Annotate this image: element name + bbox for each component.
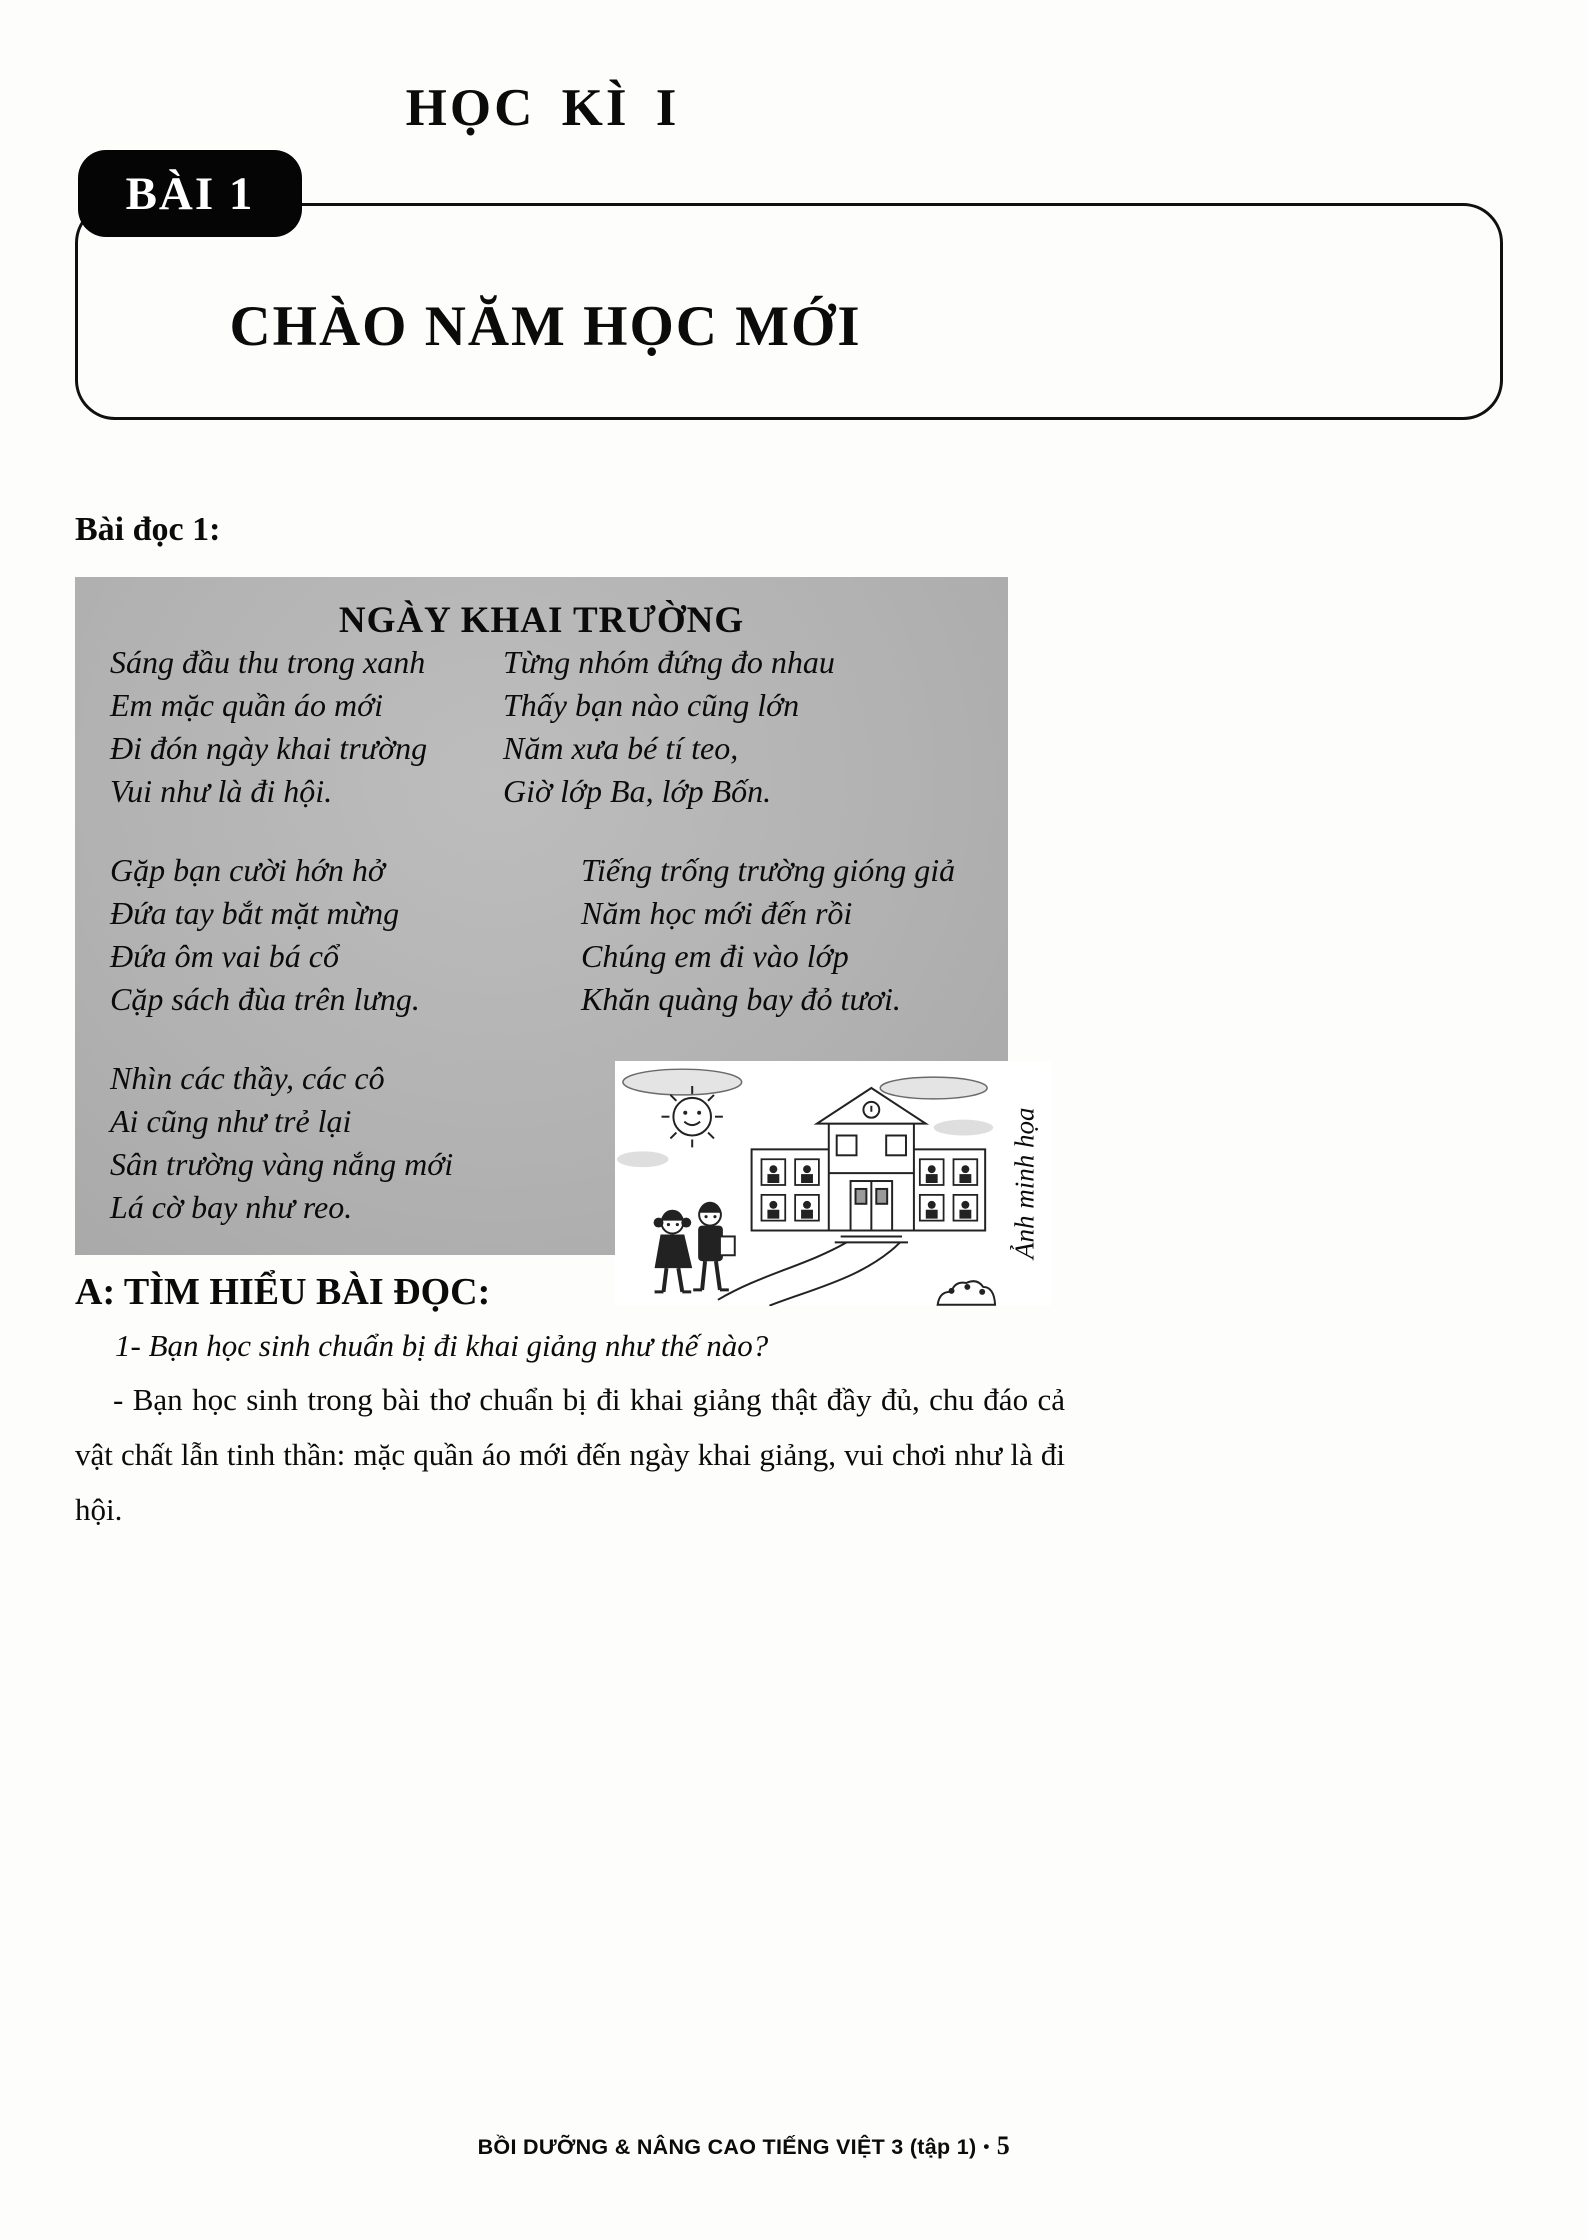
poem-line: Sáng đầu thu trong xanh xyxy=(110,644,426,680)
poem-line: Năm học mới đến rồi xyxy=(581,895,853,931)
illustration-figure xyxy=(615,1061,1051,1306)
illustration-caption: Ảnh minh họa xyxy=(1009,1107,1040,1260)
poem-left-column xyxy=(110,641,510,1265)
poem-line: Tiếng trống trường gióng giả xyxy=(581,852,956,888)
poem-panel xyxy=(75,577,1040,1260)
page-footer xyxy=(75,2131,1010,2161)
footer-page-number: 5 xyxy=(996,2131,1010,2160)
poem-line: Nhìn các thầy, các cô xyxy=(110,1060,385,1096)
poem-line: Vui như là đi hội. xyxy=(110,773,333,809)
poem-line: Khăn quàng bay đỏ tươi. xyxy=(581,981,901,1017)
lesson-badge: BÀI 1 xyxy=(78,150,302,237)
poem-right-column xyxy=(503,641,985,1091)
children-walking-icon xyxy=(654,1202,735,1292)
poem-line: Giờ lớp Ba, lớp Bốn. xyxy=(503,773,772,809)
poem-stanza xyxy=(503,849,985,1021)
bush-icon xyxy=(938,1281,995,1305)
poem-line: Em mặc quần áo mới xyxy=(110,687,384,723)
poem-line: Cặp sách đùa trên lưng. xyxy=(110,981,420,1017)
poem-line: Thấy bạn nào cũng lớn xyxy=(503,687,800,723)
lesson-title-box xyxy=(75,203,1503,420)
section-a-heading: A: TÌM HIỂU BÀI ĐỌC: xyxy=(75,1271,491,1313)
poem-stanza xyxy=(503,641,985,813)
poem-line: Năm xưa bé tí teo, xyxy=(503,730,739,766)
school-illustration xyxy=(615,1061,1001,1306)
poem-line: Lá cờ bay như reo. xyxy=(110,1189,353,1225)
poem-line: Đứa ôm vai bá cổ xyxy=(110,938,339,974)
poem-line: Sân trường vàng nắng mới xyxy=(110,1146,454,1182)
poem-line: Đi đón ngày khai trường xyxy=(110,730,428,766)
school-building-icon xyxy=(752,1088,986,1242)
poem-line: Chúng em đi vào lớp xyxy=(581,938,849,974)
poem-title: NGÀY KHAI TRƯỜNG xyxy=(338,600,745,641)
poem-stanza xyxy=(110,1057,510,1229)
reading-label: Bài đọc 1: xyxy=(75,511,221,548)
poem-line: Gặp bạn cười hớn hở xyxy=(110,852,385,888)
poem-stanza xyxy=(110,849,510,1021)
footer-separator: • xyxy=(983,2137,990,2156)
poem-line: Từng nhóm đứng đo nhau xyxy=(503,644,835,680)
path-icon xyxy=(718,1242,900,1305)
poem-line: Ai cũng như trẻ lại xyxy=(110,1103,352,1139)
poem-stanza xyxy=(110,641,510,813)
question-1: 1- Bạn học sinh chuẩn bị đi khai giảng như thế nào? xyxy=(115,1328,769,1363)
footer-book-title: BỒI DƯỠNG & NÂNG CAO TIẾNG VIỆT 3 (tập 1) xyxy=(477,2135,977,2159)
answer-1: - Bạn học sinh trong bài thơ chuẩn bị đi khai giảng thật đầy đủ, chu đáo cả vật chất lẫn tinh thần: mặc quần áo mới đến ngày khai giảng, vui chơi như là đi hội. xyxy=(75,1382,1065,1527)
lesson-title: CHÀO NĂM HỌC MỚI xyxy=(229,295,862,358)
semester-title: HỌC KÌ I xyxy=(405,79,680,137)
poem-line: Đứa tay bắt mặt mừng xyxy=(110,895,400,931)
